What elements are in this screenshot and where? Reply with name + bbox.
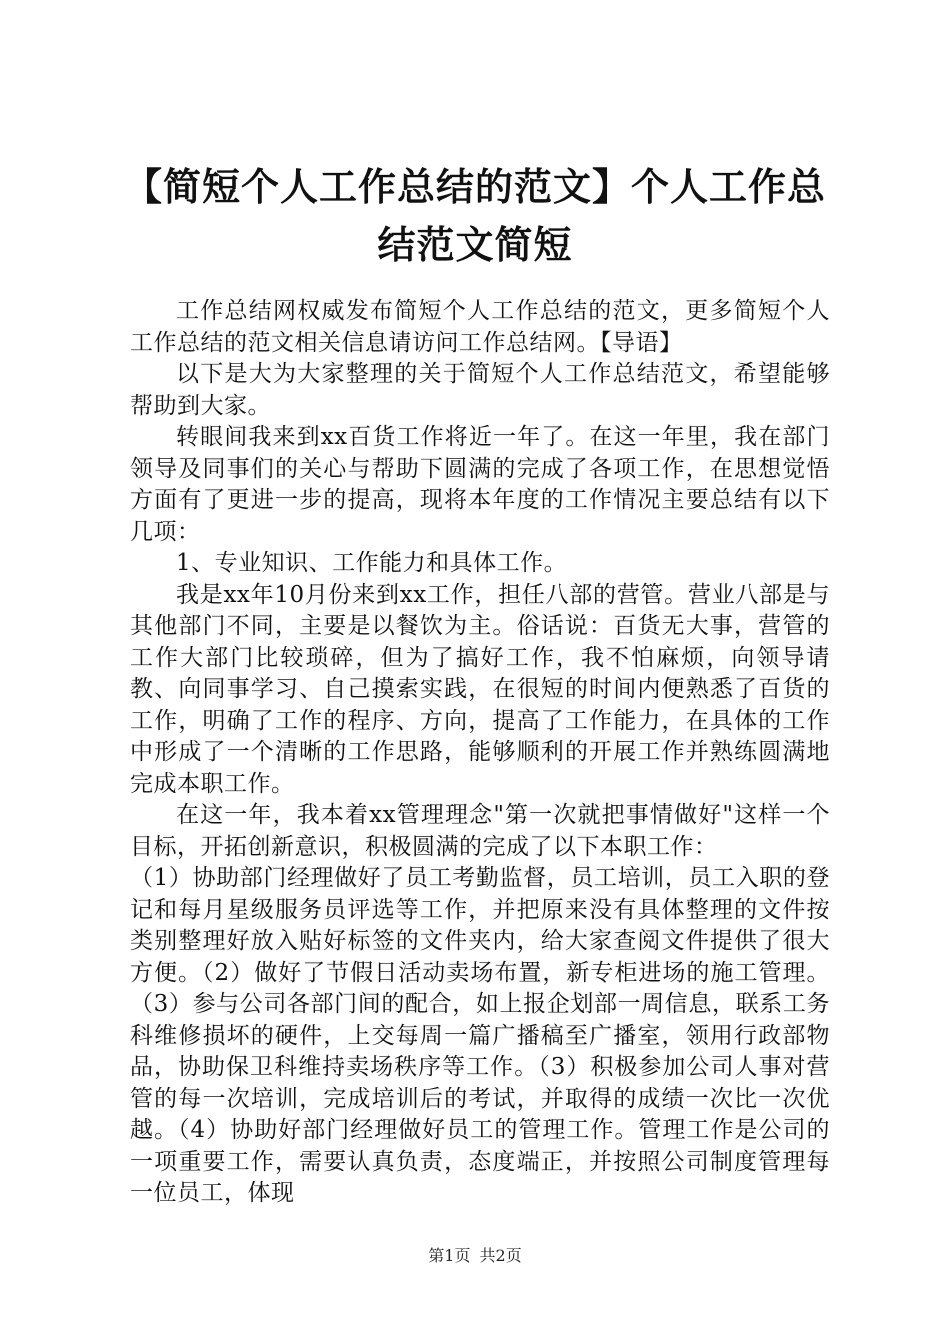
document-title: 【简短个人工作总结的范文】个人工作总结范文简短 <box>123 164 826 267</box>
page-footer <box>0 1243 950 1266</box>
document-body <box>130 296 830 1210</box>
paragraph-role: 我是xx年10月份来到xx工作，担任八部的营管。营业八部是与其他部门不同，主要是以餐饮为主。俗话说：百货无大事，营管的工作大部门比较琐碎，但为了搞好工作，我不怕麻烦，向领导请教、向同事学习、自己摸索实践，在很短的时间内便熟悉了百货的工作，明确了工作的程序、方向，提高了工作能力，在具体的工作中形成了一个清晰的工作思路，能够顺利的开展工作并熟练圆满地完成本职工作。 <box>130 581 830 797</box>
page-total: 共2页 <box>479 1246 522 1265</box>
paragraph-duties: （1）协助部门经理做好了员工考勤监督，员工培训，员工入职的登记和每月星级服务员评选等工作，并把原来没有具体整理的文件按类别整理好放入贴好标签的文件夹内，给大家查阅文件提供了很大方便。（2）做好了节假日活动卖场布置，新专柜进场的施工管理。（3）参与公司各部门间的配合，如上报企划部一周信息，联系工务科维修损坏的硬件，上交每周一篇广播稿至广播室，领用行政部物品，协助保卫科维持卖场秩序等工作。（3）积极参加公司人事对营管的每一次培训，完成培训后的考试，并取得的成绩一次比一次优越。（4）协助好部门经理做好员工的管理工作。管理工作是公司的一项重要工作，需要认真负责，态度端正，并按照公司制度管理每一位员工，体现 <box>130 865 830 1206</box>
paragraph-goal: 在这一年，我本着xx管理理念"第一次就把事情做好"这样一个目标，开拓创新意识，积极圆满的完成了以下本职工作： <box>130 802 830 860</box>
page-number: 第1页 <box>428 1246 471 1265</box>
paragraph-opening: 转眼间我来到xx百货工作将近一年了。在这一年里，我在部门领导及同事们的关心与帮助下圆满的完成了各项工作，在思想觉悟方面有了更进一步的提高，现将本年度的工作情况主要总结有以下几项： <box>130 424 830 545</box>
paragraph-intro: 工作总结网权威发布简短个人工作总结的范文，更多简短个人工作总结的范文相关信息请访问工作总结网。【导语】 <box>130 298 830 356</box>
section-heading-1: 1、专业知识、工作能力和具体工作。 <box>176 550 568 576</box>
paragraph-lead: 以下是大为大家整理的关于简短个人工作总结范文，希望能够帮助到大家。 <box>130 361 830 419</box>
